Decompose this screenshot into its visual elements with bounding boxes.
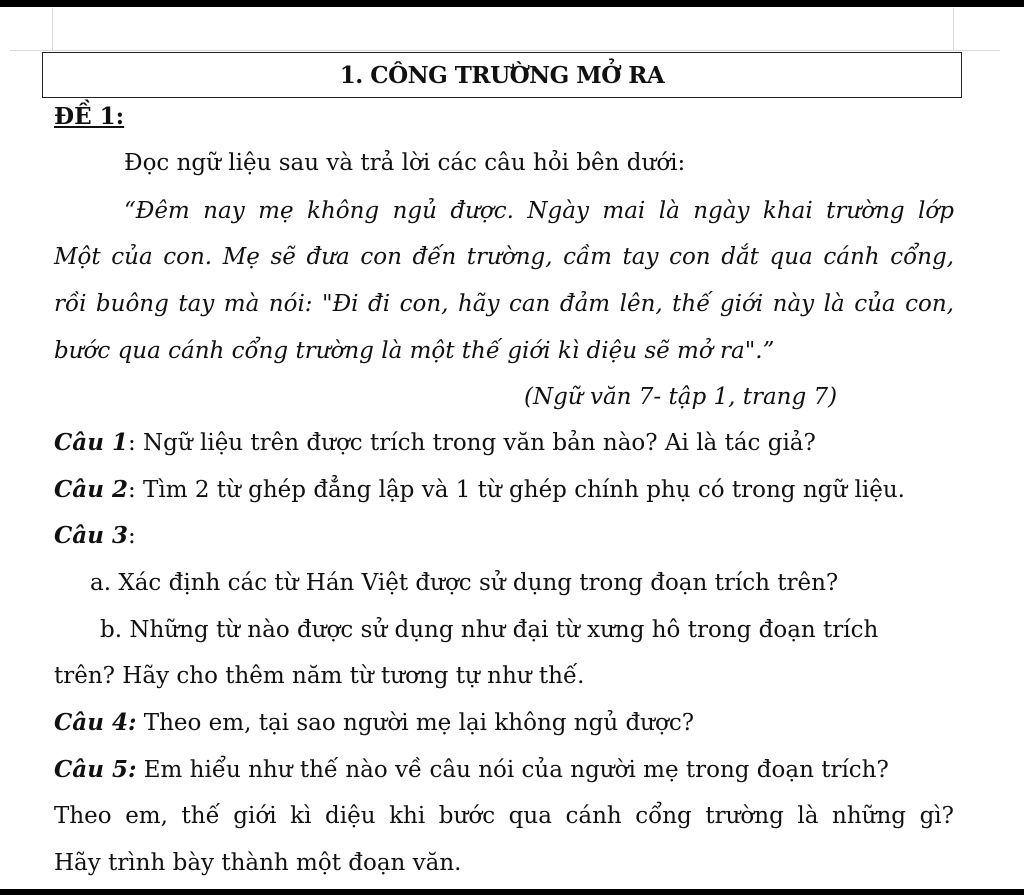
question-2 — [54, 475, 905, 505]
question-5-line-3: Hãy trình bày thành một đoạn văn. — [54, 850, 462, 876]
page-margin-guide-horizontal — [10, 50, 1000, 51]
question-3 — [54, 521, 136, 551]
question-1-sep: : — [127, 430, 136, 456]
instruction-text: Đọc ngữ liệu sau và trả lời các câu hỏi bên dưới: — [124, 150, 686, 176]
question-2-text: Tìm 2 từ ghép đẳng lập và 1 từ ghép chính phụ có trong ngữ liệu. — [135, 477, 905, 503]
question-3b-line-2: trên? Hãy cho thêm năm từ tương tự như thế. — [54, 663, 585, 689]
title-box — [42, 52, 962, 98]
passage-line-4: bước qua cánh cổng trường là một thế giới kì diệu sẽ mở ra".” — [54, 338, 775, 364]
question-5-text-1: Em hiểu như thế nào về câu nói của người mẹ trong đoạn trích? — [136, 757, 889, 783]
question-3-sep: : — [127, 523, 136, 549]
question-3a: a. Xác định các từ Hán Việt được sử dụng trong đoạn trích trên? — [90, 570, 839, 596]
question-3b-line-1: b. Những từ nào được sử dụng như đại từ xưng hô trong đoạn trích — [100, 617, 879, 643]
top-border — [0, 0, 1024, 7]
question-2-label: Câu 2 — [54, 476, 128, 503]
question-2-sep: : — [127, 477, 136, 503]
passage-line-2: Một của con. Mẹ sẽ đưa con đến trường, cầm tay con dắt qua cánh cổng, — [54, 244, 954, 270]
question-4-text: Theo em, tại sao người mẹ lại không ngủ được? — [136, 710, 695, 736]
question-5-line-1 — [54, 755, 889, 785]
question-1-text: Ngữ liệu trên được trích trong văn bản nào? Ai là tác giả? — [135, 430, 816, 456]
question-3-label: Câu 3 — [54, 522, 128, 549]
question-4-label: Câu 4: — [54, 709, 137, 736]
bottom-border — [0, 889, 1024, 895]
section-label: ĐỀ 1: — [54, 103, 125, 130]
question-4 — [54, 708, 694, 738]
page-margin-guide-right — [953, 8, 954, 50]
document-title: 1. CÔNG TRƯỜNG MỞ RA — [339, 61, 665, 89]
page-margin-guide-left — [52, 8, 53, 50]
question-1-label: Câu 1 — [54, 429, 128, 456]
question-5-line-2: Theo em, thế giới kì diệu khi bước qua cánh cổng trường là những gì? — [54, 803, 954, 829]
question-5-label: Câu 5: — [54, 756, 137, 783]
passage-line-3: rồi buông tay mà nói: "Đi đi con, hãy can đảm lên, thế giới này là của con, — [54, 291, 954, 317]
source-citation: (Ngữ văn 7- tập 1, trang 7) — [524, 384, 838, 410]
question-1 — [54, 428, 816, 458]
passage-line-1: “Đêm nay mẹ không ngủ được. Ngày mai là ngày khai trường lớp — [124, 198, 954, 224]
